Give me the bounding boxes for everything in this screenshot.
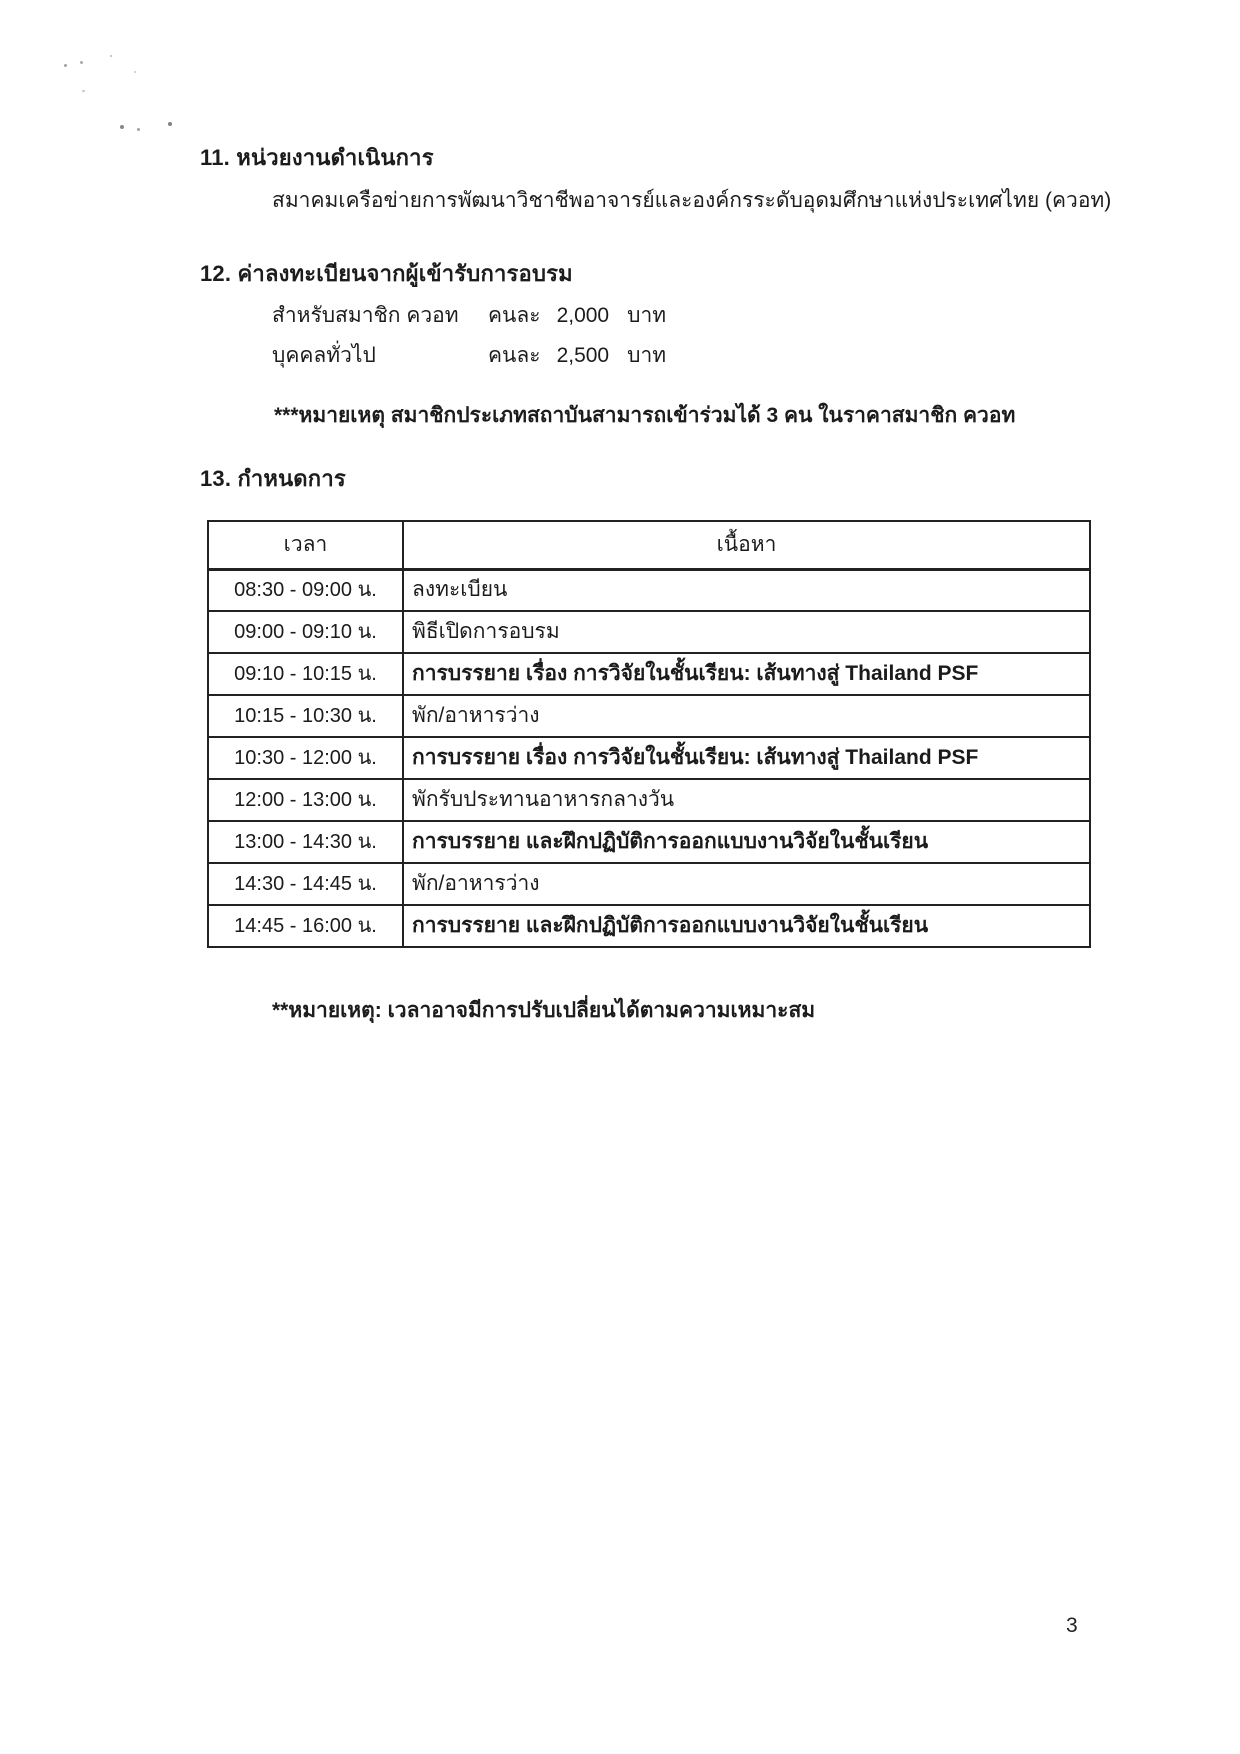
section-11-body: สมาคมเครือข่ายการพัฒนาวิชาชีพอาจารย์และองค์กรระดับอุดมศึกษาแห่งประเทศไทย (ควอท): [272, 189, 1112, 212]
content-column-header: เนื้อหา: [403, 521, 1090, 569]
table-row: [208, 611, 1090, 653]
fee-currency: บาท: [627, 344, 667, 367]
fee-row-member: [272, 300, 666, 332]
scan-speck: [64, 64, 67, 67]
fee-row-general: [272, 340, 666, 372]
fee-currency: บาท: [627, 304, 667, 327]
fee-unit: คนละ: [488, 304, 541, 327]
scan-speck: [82, 90, 85, 92]
section-11-heading: 11. หน่วยงานดำเนินการ: [200, 145, 434, 170]
time-cell: 09:00 - 09:10 น.: [208, 611, 403, 653]
content-cell: การบรรยาย และฝึกปฏิบัติการออกแบบงานวิจัยในชั้นเรียน: [403, 905, 1090, 947]
fee-label: สำหรับสมาชิก ควอท: [272, 304, 459, 327]
table-row: [208, 653, 1090, 695]
table-row: [208, 821, 1090, 863]
scan-speck: [110, 55, 112, 57]
table-row: [208, 569, 1090, 611]
scan-speck: [120, 125, 124, 129]
time-cell: 09:10 - 10:15 น.: [208, 653, 403, 695]
scan-speck: [168, 122, 172, 126]
content-cell: พิธีเปิดการอบรม: [403, 611, 1090, 653]
table-header-row: [208, 521, 1090, 569]
fee-label: บุคคลทั่วไป: [272, 344, 376, 367]
scan-speck: [134, 71, 136, 73]
schedule-note: **หมายเหตุ: เวลาอาจมีการปรับเปลี่ยนได้ตามความเหมาะสม: [272, 999, 816, 1022]
table-row: [208, 779, 1090, 821]
fee-unit: คนละ: [488, 344, 541, 367]
content-cell: การบรรยาย เรื่อง การวิจัยในชั้นเรียน: เส้นทางสู่ Thailand PSF: [403, 737, 1090, 779]
time-cell: 13:00 - 14:30 น.: [208, 821, 403, 863]
time-cell: 10:30 - 12:00 น.: [208, 737, 403, 779]
content-cell: พัก/อาหารว่าง: [403, 695, 1090, 737]
fee-amount: 2,000: [556, 304, 610, 327]
section-12-note: ***หมายเหตุ สมาชิกประเภทสถาบันสามารถเข้าร่วมได้ 3 คน ในราคาสมาชิก ควอท: [274, 404, 1016, 427]
time-cell: 14:45 - 16:00 น.: [208, 905, 403, 947]
time-column-header: เวลา: [208, 521, 403, 569]
page-number: 3: [1066, 1614, 1078, 1637]
table-row: [208, 737, 1090, 779]
content-cell: การบรรยาย และฝึกปฏิบัติการออกแบบงานวิจัยในชั้นเรียน: [403, 821, 1090, 863]
time-cell: 08:30 - 09:00 น.: [208, 569, 403, 611]
content-cell: พัก/อาหารว่าง: [403, 863, 1090, 905]
time-cell: 12:00 - 13:00 น.: [208, 779, 403, 821]
table-row: [208, 695, 1090, 737]
schedule-table: [207, 520, 1091, 948]
section-13-heading: 13. กำหนดการ: [200, 466, 346, 491]
table-row: [208, 905, 1090, 947]
section-12-heading: 12. ค่าลงทะเบียนจากผู้เข้ารับการอบรม: [200, 261, 573, 286]
scan-speck: [137, 128, 140, 131]
scan-speck: [80, 61, 83, 64]
fee-amount: 2,500: [556, 344, 610, 367]
content-cell: พักรับประทานอาหารกลางวัน: [403, 779, 1090, 821]
table-row: [208, 863, 1090, 905]
content-cell: การบรรยาย เรื่อง การวิจัยในชั้นเรียน: เส้นทางสู่ Thailand PSF: [403, 653, 1090, 695]
content-cell: ลงทะเบียน: [403, 569, 1090, 611]
time-cell: 14:30 - 14:45 น.: [208, 863, 403, 905]
time-cell: 10:15 - 10:30 น.: [208, 695, 403, 737]
